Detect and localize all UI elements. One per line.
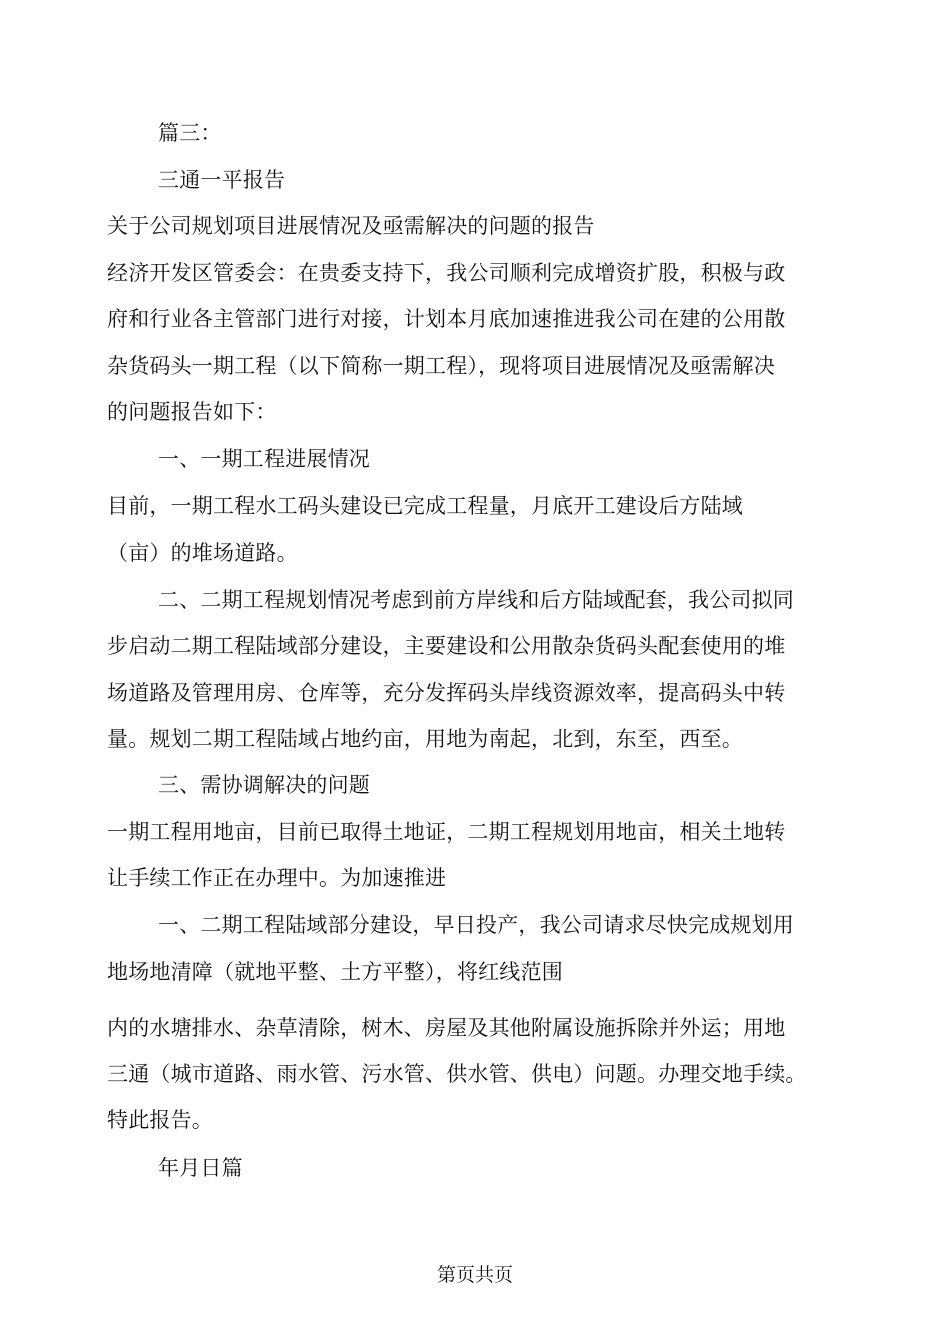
section-2-line: 二、二期工程规划情况考虑到前方岸线和后方陆域配套，我公司拟同 [158, 588, 794, 612]
request-cont-line: 内的水塘排水、杂草清除，树木、房屋及其他附属设施拆除并外运；用地 [107, 1016, 786, 1040]
section-3-line: 一期工程用地亩，目前已取得土地证，二期工程规划用地亩，相关土地转 [107, 820, 786, 844]
heading-1: 一、一期工程进展情况 [158, 447, 370, 471]
section-2-line: 场道路及管理用房、仓库等，充分发挥码头岸线资源效率，提高码头中转 [107, 681, 786, 705]
section-2-line: 量。规划二期工程陆域占地约亩，用地为南起，北到，东至，西至。 [107, 727, 743, 751]
document-title: 关于公司规划项目进展情况及亟需解决的问题的报告 [107, 214, 595, 238]
intro-line: 的问题报告如下： [107, 400, 277, 424]
document-type: 三通一平报告 [158, 168, 286, 192]
section-3-line: 让手续工作正在办理中。为加速推进 [107, 866, 447, 890]
intro-line: 经济开发区管委会：在贵委支持下，我公司顺利完成增资扩股，积极与政 [107, 261, 786, 285]
request-line: 地场地清障（就地平整、土方平整），将红线范围 [107, 960, 563, 984]
heading-3: 三、需协调解决的问题 [158, 773, 370, 797]
request-cont-line: 三通（城市道路、雨水管、污水管、供水管、供电）问题。办理交地手续。 [107, 1062, 807, 1086]
section-2-line: 步启动二期工程陆域部分建设，主要建设和公用散杂货码头配套使用的堆 [107, 634, 786, 658]
section-1-line: （亩）的堆场道路。 [107, 541, 298, 565]
intro-line: 府和行业各主管部门进行对接，计划本月底加速推进我公司在建的公用散 [107, 307, 786, 331]
request-line: 一、二期工程陆域部分建设，早日投产，我公司请求尽快完成规划用 [158, 913, 794, 937]
section-label: 篇三： [158, 121, 222, 145]
date-line: 年月日篇 [158, 1156, 243, 1180]
closing-line: 特此报告。 [107, 1108, 213, 1132]
page-footer: 第页共页 [436, 1264, 513, 1286]
section-1-line: 目前，一期工程水工码头建设已完成工程量，月底开工建设后方陆域 [107, 494, 743, 518]
intro-line: 杂货码头一期工程（以下简称一期工程），现将项目进展情况及亟需解决 [107, 354, 775, 378]
